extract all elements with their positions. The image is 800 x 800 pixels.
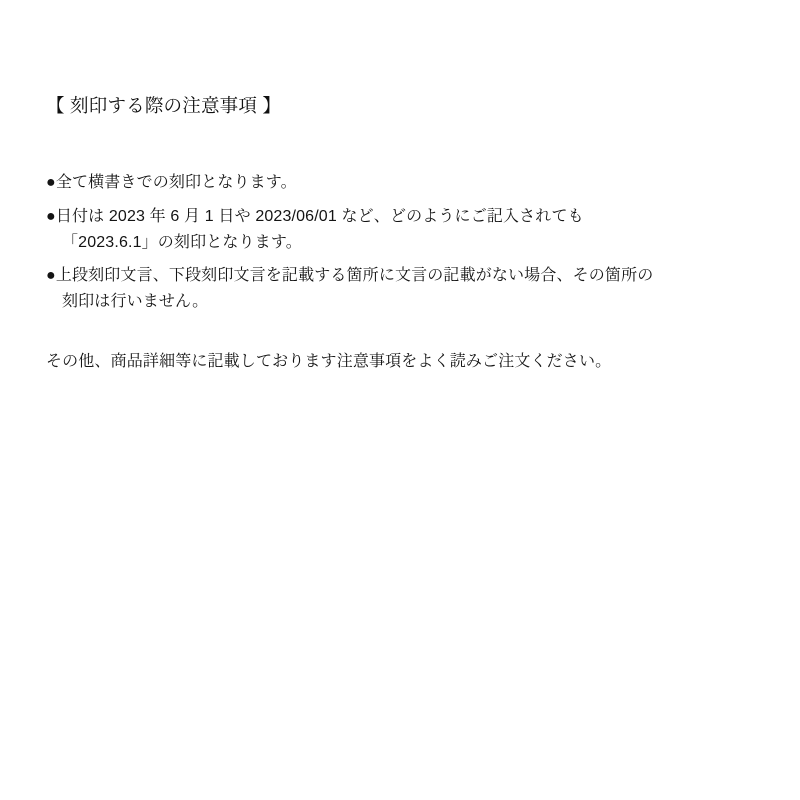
page-title: 【 刻印する際の注意事項 】 xyxy=(46,95,282,116)
list-item xyxy=(46,170,754,196)
note-line-continuation: 「2023.6.1」の刻印となります。 xyxy=(62,233,302,251)
note-line: ●全て横書きでの刻印となります。 xyxy=(46,173,297,191)
note-line-continuation: 刻印は行いません。 xyxy=(62,293,209,311)
notes-list xyxy=(46,170,754,316)
closing-note: その他、商品詳細等に記載しております注意事項をよく読みご注文ください。 xyxy=(46,353,612,371)
list-item xyxy=(46,263,754,315)
list-item xyxy=(46,204,754,256)
note-line: ●上段刻印文言、下段刻印文言を記載する箇所に文言の記載がない場合、その箇所の xyxy=(46,267,654,285)
note-line: ●日付は 2023 年 6 月 1 日や 2023/06/01 など、どのようにご記入されても xyxy=(46,207,584,225)
